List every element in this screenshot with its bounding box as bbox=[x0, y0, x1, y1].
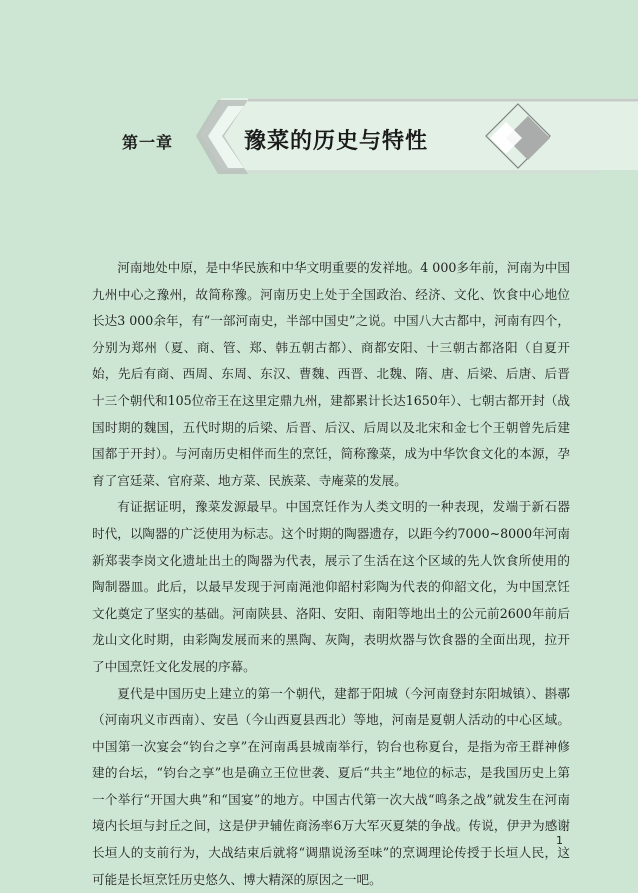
chapter-title: 豫菜的历史与特性 bbox=[244, 124, 428, 155]
paragraph: 河南地处中原，是中华民族和中华文明重要的发祥地。4 000多年前，河南为中国九州中心之豫州，故简称豫。河南历史上处于全国政治、经济、文化、饮食中心地位长达3 000余年，有“一部河南史，半部中国史”之说。中国八大古都中，河南有四个，分别为郑州（夏、商、管、郑、韩五朝古都）、商都安阳、十三朝古都洛阳（自夏开始，先后有商、西周、东周、东汉、曹魏、西晋、北魏、隋、唐、后梁、后唐、后晋十三个朝代和105位帝王在这里定鼎九州，建都累计长达1650年）、七朝古都开封（战国时期的魏国，五代时期的后梁、后晋、后汉、后周以及北宋和金七个王朝曾先后建国都于开封）。与河南历史相伴而生的烹饪，简称豫菜，成为中华饮食文化的本源，孕育了宫廷菜、官府菜、地方菜、民族菜、寺庵菜的发展。 bbox=[92, 255, 570, 494]
paragraph: 夏代是中国历史上建立的第一个朝代，建都于阳城（今河南登封东阳城镇）、斟鄩（河南巩义市西南）、安邑（今山西夏县西北）等地，河南是夏朝人活动的中心区域。中国第一次宴会“钧台之享”在河南禹县城南举行，钧台也称夏台，是指为帝王群神修建的台坛，“钧台之享”也是确立王位世袭、夏后“共主”地位的标志，是我国历史上第一个举行“开国大典”和“国宴”的地方。中国古代第一次大战“鸣条之战”就发生在河南境内长垣与封丘之间，这是伊尹辅佐商汤率6万大军灭夏桀的争战。传说，伊尹为感谢长垣人的支前行为，大战结束后就将“调鼎说汤至味”的烹调理论传授于长垣人民，这可能是长垣烹饪历史悠久、博大精深的原因之一吧。 bbox=[92, 681, 570, 893]
body-text bbox=[92, 255, 570, 893]
chapter-number: 第一章 bbox=[122, 130, 173, 153]
paragraph: 有证据证明，豫菜发源最早。中国烹饪作为人类文明的一种表现，发端于新石器时代，以陶器的广泛使用为标志。这个时期的陶器遗存，以距今约7000~8000年河南新郑裴李岗文化遗址出土的陶器为代表，展示了生活在这个区域的先人饮食所使用的陶制器皿。此后，以最早发现于河南渑池仰韶村彩陶为代表的仰韶文化，为中国烹饪文化奠定了坚实的基础。河南陕县、洛阳、安阳、南阳等地出土的公元前2600年前后龙山文化时期，由彩陶发展而来的黑陶、灰陶，表明炊器与饮食器的全面出现，拉开了中国烹饪文化发展的序幕。 bbox=[92, 494, 570, 680]
page-number: 1 bbox=[556, 834, 563, 847]
